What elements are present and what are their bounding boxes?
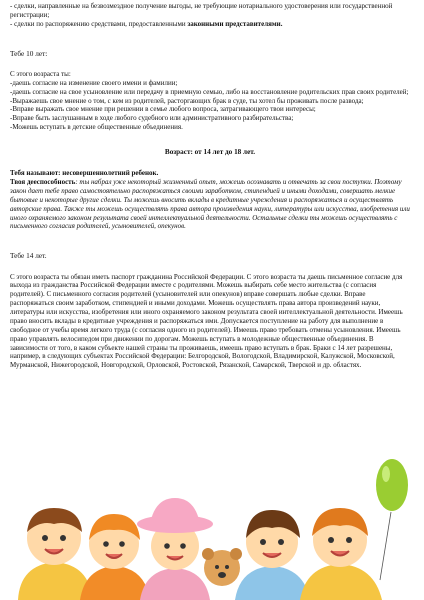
kid-5-icon [300,508,382,600]
age10-item-5: -Вправе быть заслушанным в ходе любого судебного или административного разбирательства; [10,114,294,123]
kid-1-icon [18,508,92,600]
age10-item-6: -Можешь вступать в детские общественные объединения. [10,123,183,132]
intro-item-2-bold: законными представителями. [187,19,283,28]
intro-item-2-text: - сделки по распоряжению средствами, предоставленными [10,19,188,28]
age14-18-heading: Возраст: от 14 лет до 18 лет. [164,148,256,157]
children-illustration [10,450,414,600]
age10-lead: С этого возраста ты: [10,69,71,78]
capacity-label: Твоя дееспособность [10,178,76,187]
age10-item-1: -даешь согласие на изменение своего имени и фамилии; [10,78,178,87]
intro-item-2 [10,20,410,29]
kid-3-icon [137,498,213,600]
called-label [10,169,410,178]
age10-title: Тебе 10 лет: [10,48,48,58]
age10-item-3: -Выражаешь свое мнение о том, с кем из родителей, расторгающих брак в суде, ты хотел бы проживать после развода; [10,96,364,105]
age14-text: С этого возраста ты обязан иметь паспорт гражданина Российской Федерации. С этого возраста ты даешь письменное согласие для выхода из гражданства Российской Федерации вместе с родителями. Можешь выбирать себе место жительства (с согласия родителей). С письменного согласия родителей (усыновителей или опекунов) вправе совершать любые сделки. Вправе распоряжаться своим заработком, стипендией и иными доходами. Можешь осуществлять права автора произведений науки, литературы или искусства, изобретения или иного охраняемого законом результата своей интеллектуальной деятельности. Имеешь право вносить вклады в кредитные учреждения и распоряжаться ими. Допускается поступление на работу для выполнение в свободное от учебы время легкого труда (с согласия одного из родителей). Имеешь право требовать отмены усыновления. Имеешь право управлять велосипедом при движении по дорогам. Можешь вступать в молодежные общественные объединения. В зависимости от того, в каком субъекте нашей страны ты проживаешь, имеешь право вступать в брак. Браки с 14 лет разрешены, например, в следующих субъектах Российской Федерации: Белгородской, Вологодской, Владимирской, Калужской, Московской, Мурманской, Нижегородской, Новгородской, Орловской, Ростовской, Рязанской, Самарской, Тверской и др. областях. [10,272,403,370]
kid-4-icon [235,510,310,600]
capacity-text: : ты набрал уже некоторый жизненный опыт, можешь осознавать и отвечать за свои поступки. Поэтому закон дает тебе право самостоятельно распоряжаться своими заработком, стипендией и иными доходами, совершать мелкие бытовые и некоторые другие сделки. Ты можешь вносить вклады в кредитные учреждения и распоряжаться и осуществлять авторские права. Также ты можешь осуществлять права автора произведения науки, литературы или искусства, изобретения или иного охраняемого законом результата своей интеллектуальной деятельности. Остальные сделки ты можешь осуществлять с письменного согласия родителей, усыновителей, опекунов. [10,178,410,231]
age10-item-2: -даешь согласие на свое усыновление или передачу в приемную семью, либо на восстановление родительских прав своих родителей; [10,87,409,96]
intro-item-1: - сделки, направленные на безвозмездное получение выгоды, не требующие нотариального удостоверения или государственной регистрации; [10,2,393,19]
age10-item-4: -Вправе выражать свое мнение при решении в семье любого вопроса, затрагивающего твои интересы; [10,105,316,114]
document-page [10,2,410,370]
capacity-paragraph [10,178,410,231]
teddy-icon [202,548,242,586]
balloon-icon [376,459,408,580]
age14-title: Тебе 14 лет. [10,251,47,261]
called-label-text: Тебя называют: несовершеннолетний ребенок. [10,169,159,178]
